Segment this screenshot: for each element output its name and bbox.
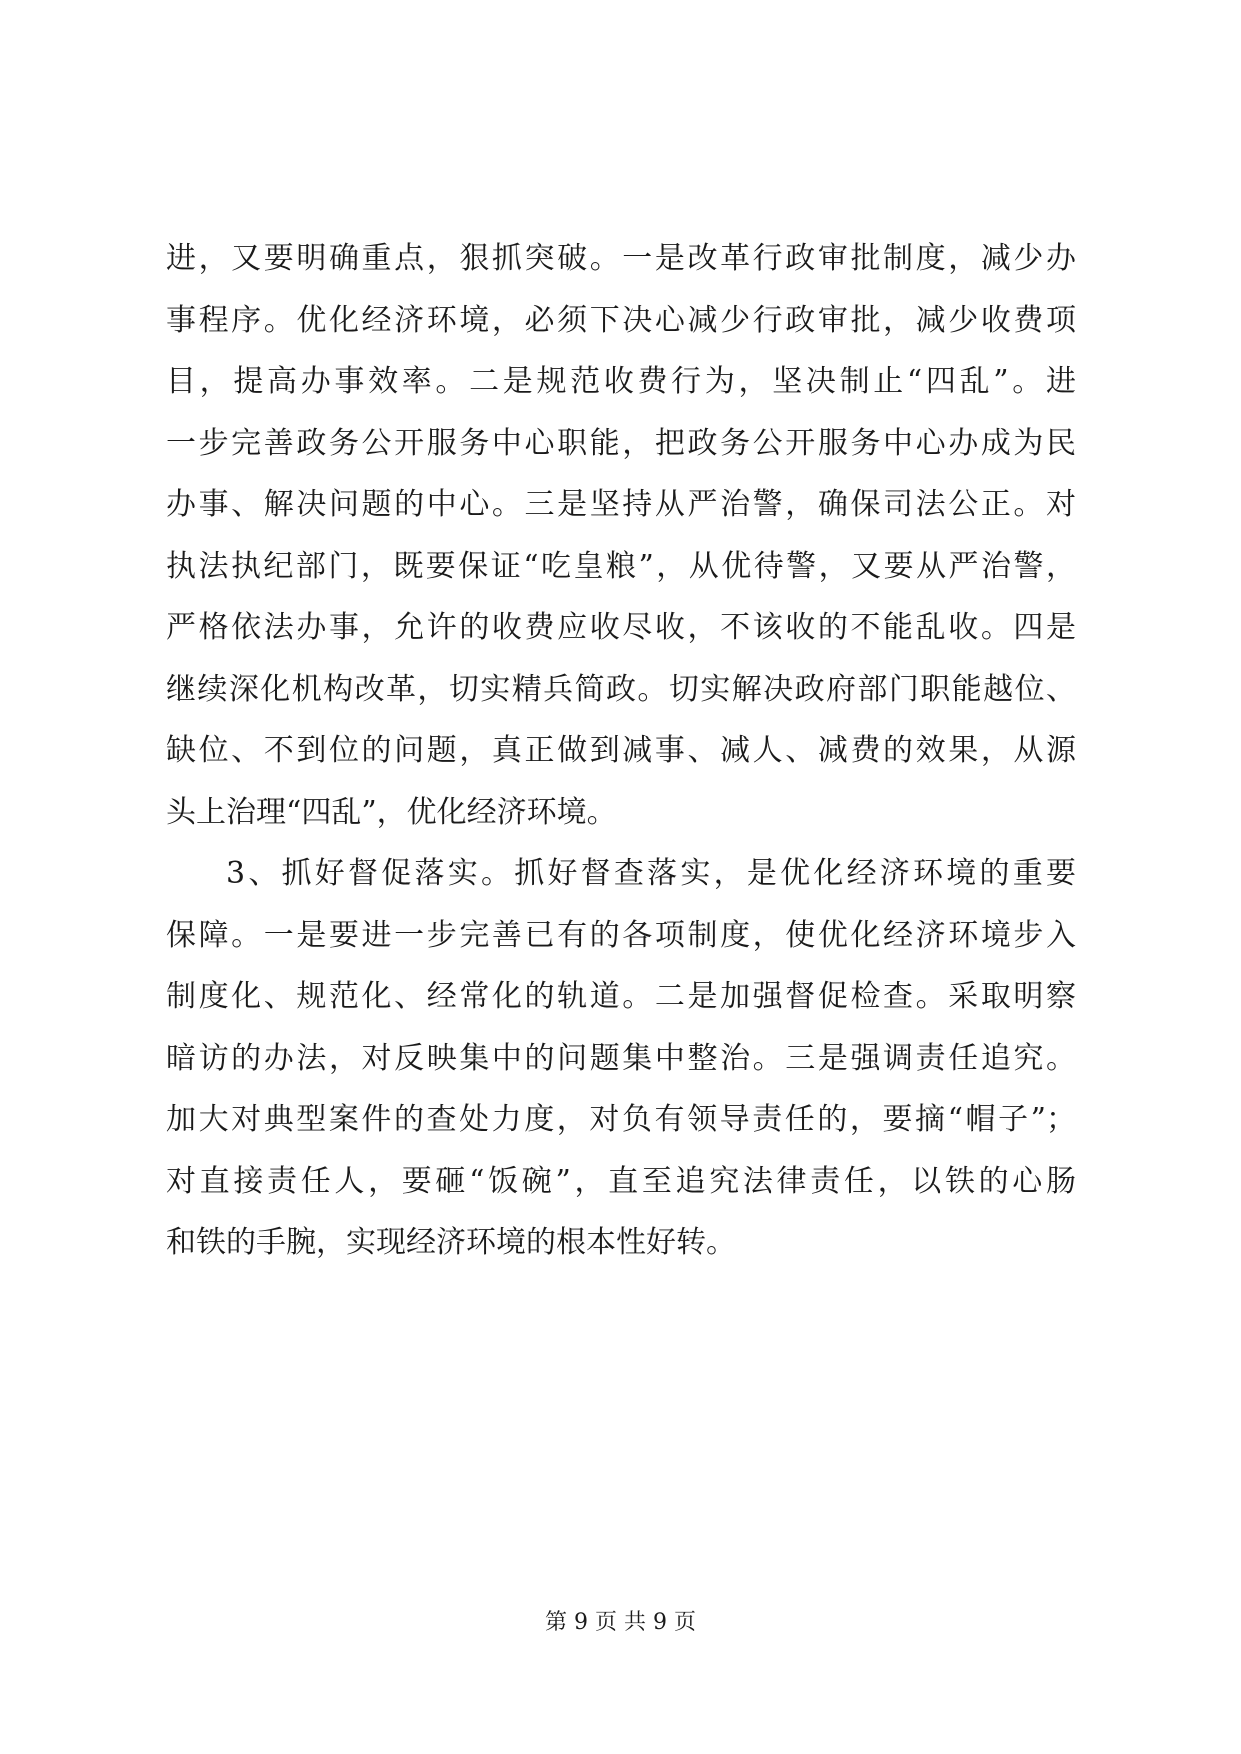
text-line: 和铁的手腕，实现经济环境的根本性好转。: [166, 1225, 736, 1260]
text-line: 缺位、不到位的问题，真正做到减事、减人、减费的效果，从源: [166, 733, 1076, 768]
text-line: 对直接责任人，要砸“饭碗”，直至追究法律责任，以铁的心肠: [166, 1163, 1076, 1199]
text-line: 进，又要明确重点，狠抓突破。一是改革行政审批制度，减少办: [166, 241, 1076, 276]
text-line: 加大对典型案件的查处力度，对负有领导责任的，要摘“帽子”；: [166, 1102, 1076, 1137]
text-line: 一步完善政务公开服务中心职能，把政务公开服务中心办成为民: [166, 425, 1076, 461]
text-line: 制度化、规范化、经常化的轨道。二是加强督促检查。采取明察: [166, 979, 1076, 1014]
text-line: 执法执纪部门，既要保证“吃皇粮”，从优待警，又要从严治警，: [166, 548, 1076, 584]
text-line: 目，提高办事效率。二是规范收费行为，坚决制止“四乱”。进: [166, 364, 1076, 399]
text-line: 严格依法办事，允许的收费应收尽收，不该收的不能乱收。四是: [166, 610, 1076, 645]
text-line: 保障。一是要进一步完善已有的各项制度，使优化经济环境步入: [166, 917, 1076, 953]
text-line: 办事、解决问题的中心。三是坚持从严治警，确保司法公正。对: [166, 487, 1076, 522]
text-line: 事程序。优化经济环境，必须下决心减少行政审批，减少收费项: [166, 302, 1076, 338]
text-line: 头上治理“四乱”，优化经济环境。: [166, 794, 617, 830]
page-footer: 第 9 页 共 9 页: [545, 1610, 696, 1635]
text-line: 继续深化机构改革，切实精兵简政。切实解决政府部门职能越位、: [166, 671, 1076, 707]
text-line: 3、抓好督促落实。抓好督查落实，是优化经济环境的重要: [226, 856, 1076, 891]
text-line: 暗访的办法，对反映集中的问题集中整治。三是强调责任追究。: [166, 1040, 1076, 1076]
document-body: [166, 228, 1076, 1274]
